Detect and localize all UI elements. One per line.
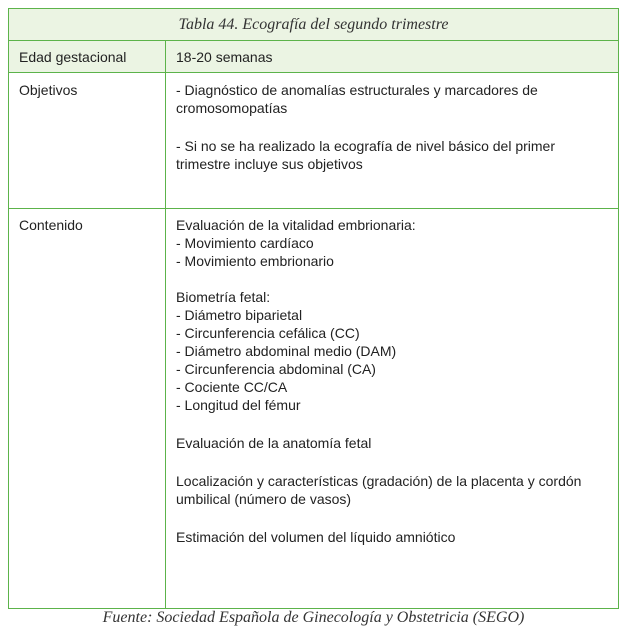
label-text: Contenido	[19, 217, 83, 233]
list-item: - Diámetro biparietal	[176, 307, 303, 323]
source-footnote: Fuente: Sociedad Española de Ginecología y Obstetricia (SEGO)	[102, 609, 525, 626]
list-item: - Cociente CC/CA	[176, 379, 288, 395]
table-caption: Tabla 44. Ecografía del segundo trimestre	[9, 9, 619, 41]
section-text: umbilical (número de vasos)	[176, 491, 352, 507]
table-row-objetivos	[9, 73, 619, 209]
list-item: - Movimiento cardíaco	[176, 235, 314, 251]
table-row-edad	[9, 41, 619, 73]
section-heading: Evaluación de la anatomía fetal	[176, 435, 372, 451]
section-heading: Evaluación de la vitalidad embrionaria:	[176, 217, 416, 233]
list-item: cromosomopatías	[176, 100, 288, 116]
ultrasound-table	[8, 8, 619, 609]
row-label	[9, 209, 166, 609]
list-item: - Si no se ha realizado la ecografía de nivel básico del primer	[176, 138, 555, 154]
table-row-contenido	[9, 209, 619, 609]
list-item: - Circunferencia cefálica (CC)	[176, 325, 360, 341]
list-item: - Longitud del fémur	[176, 397, 301, 413]
section-heading: Estimación del volumen del líquido amniótico	[176, 529, 456, 545]
section-heading: Biometría fetal:	[176, 289, 271, 305]
row-value	[166, 209, 619, 609]
table-caption-row	[9, 9, 619, 41]
row-value: 18-20 semanas	[166, 41, 619, 73]
row-label	[9, 73, 166, 209]
row-value	[166, 73, 619, 209]
list-item: - Diagnóstico de anomalías estructurales y marcadores de	[176, 82, 538, 98]
list-item: - Circunferencia abdominal (CA)	[176, 361, 376, 377]
list-item: trimestre incluye sus objetivos	[176, 156, 363, 172]
label-text: Objetivos	[19, 82, 78, 98]
list-item: - Movimiento embrionario	[176, 253, 334, 269]
row-label: Edad gestacional	[9, 41, 166, 73]
section-heading: Localización y características (gradación) de la placenta y cordón	[176, 473, 582, 489]
list-item: - Diámetro abdominal medio (DAM)	[176, 343, 397, 359]
